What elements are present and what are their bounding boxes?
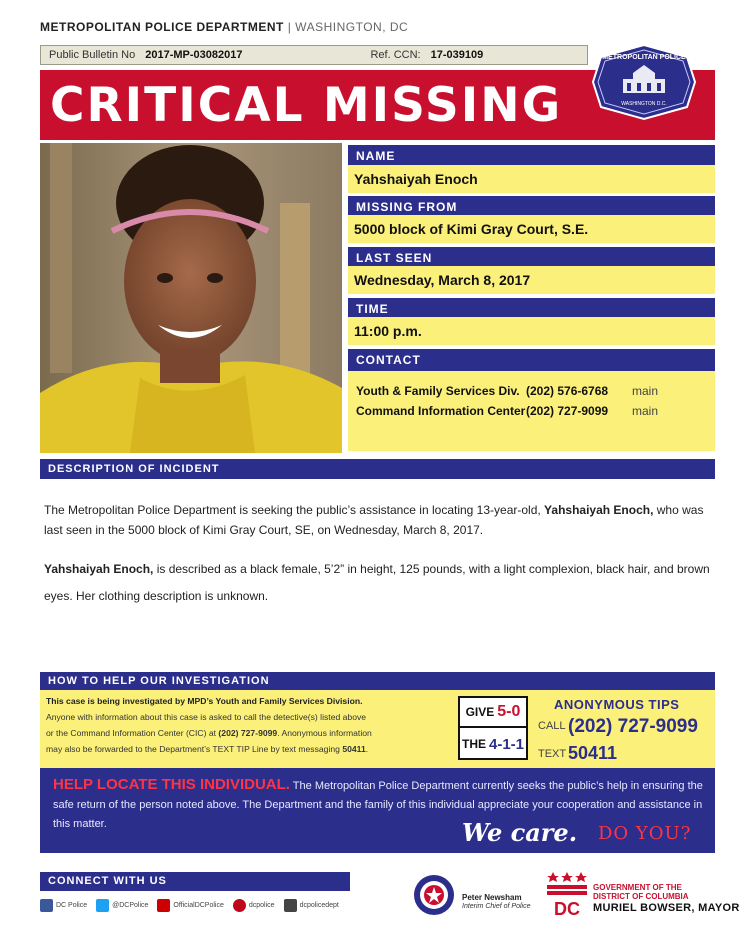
missing-from-value: 5000 block of Kimi Gray Court, S.E.: [348, 215, 715, 243]
last-seen-value: Wednesday, March 8, 2017: [348, 266, 715, 294]
contact-org: Youth & Family Services Div.: [356, 384, 520, 398]
give-50-top: [460, 698, 526, 726]
social-label: OfficialDCPolice: [173, 901, 224, 909]
badge-top-text: METROPOLITAN POLICE: [602, 54, 686, 61]
help-line-part: .: [365, 744, 369, 754]
contact-row: [356, 401, 707, 421]
help-line: This case is being investigated by MPD’s Youth and Family Services Division.: [46, 696, 363, 706]
social-link-youtube[interactable]: [157, 899, 223, 912]
help-line: [46, 725, 451, 741]
missing-from-label: MISSING FROM: [348, 196, 715, 218]
name-label: NAME: [348, 145, 715, 167]
description-heading: DESCRIPTION OF INCIDENT: [40, 459, 715, 479]
tip-phone-link[interactable]: (202) 727-9099: [568, 716, 698, 737]
anonymous-tips-title: ANONYMOUS TIPS: [554, 697, 680, 712]
give-label: GIVE: [465, 705, 495, 719]
chief-title: Interim Chief of Police: [462, 903, 531, 910]
help-text: [46, 693, 451, 757]
social-link-instagram[interactable]: [284, 899, 339, 912]
description-name: Yahshaiyah Enoch,: [44, 562, 154, 576]
government-text: GOVERNMENT OF THE DISTRICT OF COLUMBIA: [593, 883, 689, 901]
give-411-bottom: [460, 730, 526, 758]
page-title: CRITICAL MISSING: [50, 78, 563, 133]
badge-bottom-text: WASHINGTON D.C.: [621, 101, 667, 107]
description-text: The Metropolitan Police Department is seeking the public’s assistance in locating 13-year-old,: [44, 503, 545, 517]
description-paragraph-2: [44, 556, 714, 610]
time-label: TIME: [348, 298, 715, 320]
ccn-number: 17-039109: [430, 49, 484, 61]
text-label: TEXT: [538, 748, 567, 760]
mpd-seal-icon: [413, 874, 455, 916]
the-label: THE: [461, 737, 486, 751]
contact-note: main: [632, 384, 659, 398]
department-city: | WASHINGTON, DC: [287, 20, 409, 34]
contact-row: [356, 381, 707, 401]
twitter-icon: [96, 899, 109, 912]
contact-phone: (202) 727-9099: [526, 404, 609, 418]
description-name: Yahshaiyah Enoch,: [544, 503, 654, 517]
youtube-icon: [157, 899, 170, 912]
instagram-icon: [284, 899, 297, 912]
social-label: @DCPolice: [112, 901, 149, 909]
mayor-name: MURIEL BOWSER, MAYOR: [593, 902, 740, 914]
social-link-pinterest[interactable]: [233, 899, 275, 912]
description-text: who was last seen in the 5000 block of Kimi Gray Court, SE, on Wednesday, March 8, 2017.: [44, 503, 704, 537]
social-link-facebook[interactable]: [40, 899, 87, 912]
bulletin-bar: [40, 45, 588, 65]
pinterest-icon: [233, 899, 246, 912]
dc-logo-text: DC: [554, 899, 580, 918]
connect-heading: CONNECT WITH US: [40, 872, 350, 891]
time-value: 11:00 p.m.: [348, 317, 715, 345]
facebook-icon: [40, 899, 53, 912]
police-badge-icon: [591, 43, 697, 121]
help-line-phone: (202) 727-9099: [218, 728, 278, 738]
social-label: dcpolicedept: [299, 901, 339, 909]
department-name: [40, 20, 408, 34]
give-number: 5-0: [497, 703, 521, 720]
ccn-label: Ref. CCN:: [370, 49, 421, 61]
chief-name: Peter Newsham: [462, 893, 522, 902]
social-link-twitter[interactable]: [96, 899, 148, 912]
help-line: Anyone with information about this case is asked to call the detective(s) listed above: [46, 712, 367, 722]
name-value: Yahshaiyah Enoch: [348, 165, 715, 193]
description-paragraph-1: [44, 500, 714, 540]
contact-org: Command Information Center: [356, 404, 526, 418]
contact-note: main: [632, 404, 659, 418]
social-links: [40, 897, 360, 913]
missing-person-photo: [40, 143, 342, 453]
give-divider: [460, 726, 526, 728]
tip-text-code[interactable]: 50411: [568, 743, 618, 763]
help-heading: HOW TO HELP OUR INVESTIGATION: [40, 672, 715, 690]
social-label: DC Police: [56, 901, 88, 909]
contact-list: [348, 371, 715, 451]
help-line-part: may also be forwarded to the Department’s TEXT TIP Line by text messaging: [46, 744, 343, 754]
dc-government-logo-icon: [547, 870, 587, 918]
contact-phone: (202) 576-6768: [526, 384, 609, 398]
contact-label: CONTACT: [348, 349, 715, 371]
help-line-part: or the Command Information Center (CIC) at: [46, 728, 219, 738]
call-label: CALL: [538, 720, 566, 732]
social-label: dcpolice: [248, 901, 275, 909]
bulletin-number: 2017-MP-03082017: [145, 49, 243, 61]
bulletin-label: Public Bulletin No: [49, 49, 136, 61]
do-you-slogan: DO YOU?: [598, 823, 692, 844]
help-line-code: 50411: [342, 744, 366, 754]
help-locate-body: The Metropolitan Police Department currently seeks the public’s help in ensuring the safe return of the person noted above. The Department and the family of this individual appreciate your cooperation and assistance in this matter.: [53, 780, 703, 830]
the-number: 4-1-1: [488, 735, 525, 753]
help-line: [46, 741, 451, 757]
department-label: METROPOLITAN POLICE DEPARTMENT: [40, 20, 284, 34]
last-seen-label: LAST SEEN: [348, 247, 715, 269]
help-locate-headline: HELP LOCATE THIS INDIVIDUAL.: [53, 776, 290, 793]
description-text: is described as a black female, 5’2” in height, 125 pounds, with a light complexion, black hair, and brown eyes. Her clothing description is unknown.: [44, 562, 710, 603]
we-care-slogan: We care.: [462, 818, 578, 847]
help-line-part: . Anonymous information: [277, 728, 372, 738]
